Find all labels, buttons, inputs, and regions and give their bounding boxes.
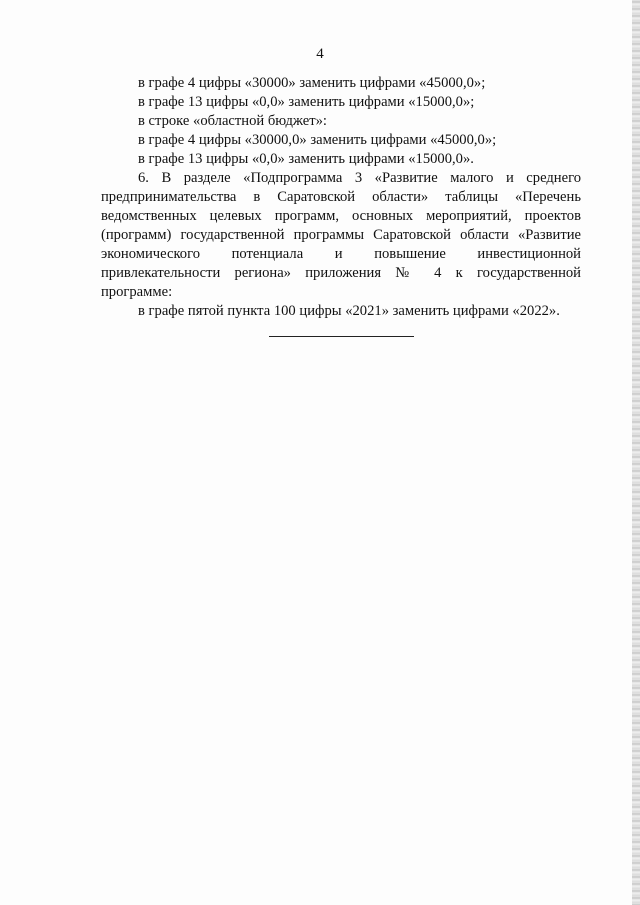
document-body	[101, 74, 581, 321]
text-line-final: в графе пятой пункта 100 цифры «2021» заменить цифрами «2022».	[138, 303, 560, 319]
scan-edge	[632, 0, 640, 905]
paragraph-6: 6. В разделе «Подпрограмма 3 «Развитие малого и среднего предпринимательства в Саратовской области» таблицы «Перечень ведомственных целевых программ, основных мероприятий, проектов (программ) государственной программы Саратовской области «Развитие экономического потенциала и повышение инвестиционной привлекательности региона» приложения № 4 к государственной программе:	[101, 170, 581, 300]
end-divider	[269, 336, 414, 337]
text-line-graph-4: в графе 4 цифры «30000» заменить цифрами «45000,0»;	[138, 75, 486, 91]
text-line-graph-13-budget: в графе 13 цифры «0,0» заменить цифрами «15000,0».	[138, 151, 474, 167]
text-line-graph-4-budget: в графе 4 цифры «30000,0» заменить цифрами «45000,0»;	[138, 132, 497, 148]
text-line-regional-budget: в строке «областной бюджет»:	[138, 113, 327, 129]
page-number: 4	[316, 46, 324, 62]
text-line-graph-13: в графе 13 цифры «0,0» заменить цифрами «15000,0»;	[138, 94, 475, 110]
